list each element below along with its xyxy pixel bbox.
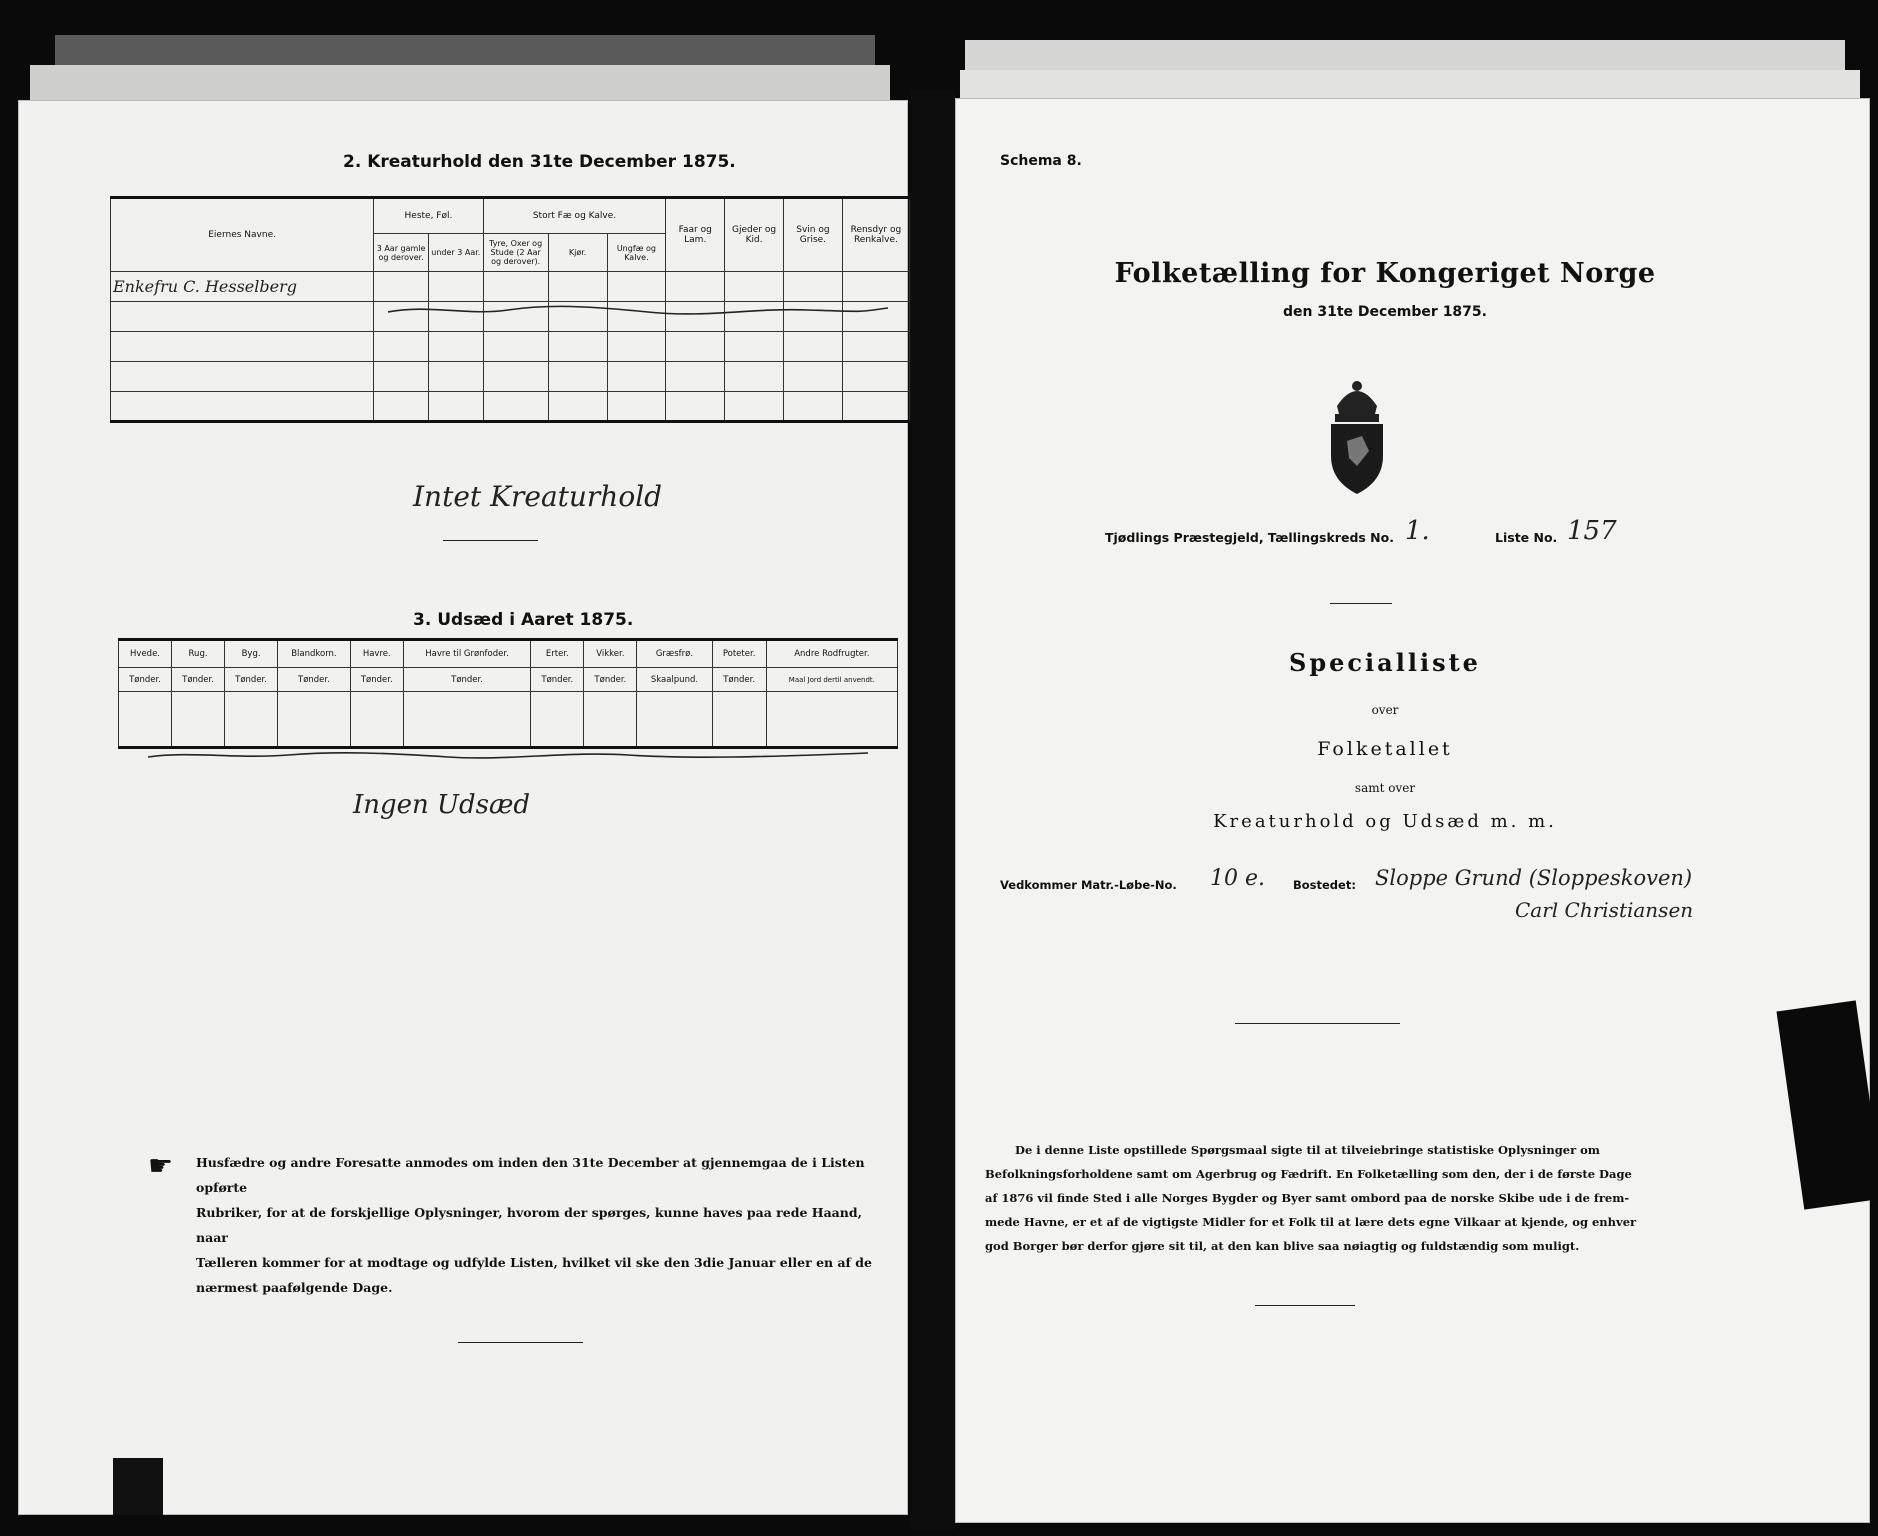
dash-stroke-livestock — [388, 300, 888, 320]
sub-ungfae: Ungfæ og Kalve. — [607, 234, 666, 272]
owner-header: Eiernes Navne. — [111, 198, 374, 272]
group-rensdyr: Rensdyr og Renkalve. — [842, 198, 909, 272]
bosted-value: Sloppe Grund (Sloppeskoven) — [1375, 866, 1693, 890]
note-intet-kreaturhold: Intet Kreaturhold — [413, 480, 663, 513]
rule-r2 — [1235, 1023, 1400, 1024]
main-title: Folketælling for Kongeriget Norge — [1114, 258, 1656, 289]
seed-u-1: Tønder. — [172, 668, 225, 692]
seed-u-3: Tønder. — [278, 668, 351, 692]
pointing-hand-icon: ☛ — [148, 1149, 174, 1182]
footnote-line-2: Tælleren kommer for at modtage og udfylde Listen, hvilket vil ske den 3die Januar eller en af de — [196, 1255, 872, 1270]
section3-title: 3. Udsæd i Aaret 1875. — [413, 610, 634, 630]
owner-value: Enkefru C. Hesselberg — [111, 272, 374, 302]
sub-kjor: Kjør. — [548, 234, 607, 272]
seed-h-9: Poteter. — [712, 640, 766, 668]
rule-r3 — [1255, 1305, 1355, 1306]
seed-u-4: Tønder. — [350, 668, 403, 692]
sub-under3: under 3 Aar. — [428, 234, 483, 272]
seed-h-10: Andre Rodfrugter. — [766, 640, 897, 668]
seed-u-8: Skaalpund. — [637, 668, 712, 692]
note-ingen-udsaed: Ingen Udsæd — [353, 790, 531, 820]
section2-title: 2. Kreaturhold den 31te December 1875. — [343, 152, 736, 172]
info-line-1: Befolkningsforholdene samt om Agerbrug og Fædrift. En Folketælling som den, der i de første Dage — [985, 1167, 1632, 1181]
coat-of-arms-icon — [1317, 366, 1397, 496]
schema-label: Schema 8. — [1000, 153, 1082, 169]
rule-1 — [443, 540, 538, 541]
right-page — [955, 98, 1870, 1523]
group-faar: Faar og Lam. — [666, 198, 725, 272]
matr-value: 10 e. — [1210, 866, 1265, 891]
census-date: den 31te December 1875. — [1283, 304, 1487, 320]
footnote-line-1: Rubriker, for at de forskjellige Oplysninger, hvorom der spørges, kunne haves paa rede Haand, naar — [196, 1205, 862, 1245]
seed-u-6: Tønder. — [531, 668, 584, 692]
seed-u-9: Tønder. — [712, 668, 766, 692]
seed-u-2: Tønder. — [225, 668, 278, 692]
left-page — [18, 100, 908, 1515]
info-paragraph — [985, 1138, 1820, 1258]
seed-h-2: Byg. — [225, 640, 278, 668]
specialliste-heading: Specialliste — [1289, 648, 1481, 677]
liste-label: Liste No. — [1495, 530, 1558, 545]
footnote-line-0: Husfædre og andre Foresatte anmodes om inden den 31te December at gjennemgaa de i Listen opførte — [196, 1155, 865, 1195]
over-1: over — [1371, 703, 1399, 717]
seed-h-1: Rug. — [172, 640, 225, 668]
seed-h-3: Blandkorn. — [278, 640, 351, 668]
info-line-3: mede Havne, er et af de vigtigste Midler for et Folk til at lære dets egne Vilkaar at kjende, og enhver — [985, 1215, 1637, 1229]
group-svin: Svin og Grise. — [783, 198, 842, 272]
info-line-2: af 1876 vil finde Sted i alle Norges Bygder og Byer samt ombord paa de norske Skibe ude i de frem- — [985, 1191, 1630, 1205]
info-line-0: De i denne Liste opstillede Spørgsmaal sigte til at tilveiebringe statistiske Oplysninger om — [1015, 1143, 1600, 1157]
seed-u-0: Tønder. — [119, 668, 172, 692]
prestegjeld-label: Tjødlings Præstegjeld, Tællingskreds No. — [1105, 530, 1394, 545]
bosted-label: Bostedet: — [1293, 878, 1356, 892]
seed-u-10: Maal Jord dertil anvendt. — [766, 668, 897, 692]
info-line-4: god Borger bør derfor gjøre sit til, at den kan blive saa nøiagtig og fuldstændig som muligt. — [985, 1239, 1580, 1253]
matr-label: Vedkommer Matr.-Løbe-No. — [1000, 878, 1177, 892]
seed-h-0: Hvede. — [119, 640, 172, 668]
rule-bottom-left — [458, 1342, 583, 1343]
seed-h-7: Vikker. — [584, 640, 637, 668]
dash-stroke-seed — [148, 745, 868, 765]
kreaturhold-heading: Kreaturhold og Udsæd m. m. — [1213, 811, 1557, 832]
group-stort-fae: Stort Fæ og Kalve. — [483, 198, 666, 234]
footnote-line-3: nærmest paafølgende Dage. — [196, 1280, 393, 1295]
samt-over: samt over — [1354, 781, 1416, 795]
seed-table — [118, 638, 898, 749]
rule-r1 — [1330, 603, 1392, 604]
seed-u-7: Tønder. — [584, 668, 637, 692]
sub-tyre: Tyre, Oxer og Stude (2 Aar og derover). — [483, 234, 548, 272]
seed-h-6: Erter. — [531, 640, 584, 668]
sub-3aar: 3 Aar gamle og derover. — [374, 234, 429, 272]
group-gjeder: Gjeder og Kid. — [725, 198, 784, 272]
group-heste: Heste, Føl. — [374, 198, 483, 234]
binding-gutter — [910, 90, 955, 1530]
seed-h-5: Havre til Grønfoder. — [403, 640, 531, 668]
bosted-value-2: Carl Christiansen — [1515, 898, 1694, 922]
kreds-no: 1. — [1405, 516, 1430, 546]
seed-h-4: Havre. — [350, 640, 403, 668]
liste-no: 157 — [1567, 516, 1617, 546]
seed-u-5: Tønder. — [403, 668, 531, 692]
corner-tab — [113, 1458, 163, 1515]
seed-h-8: Græsfrø. — [637, 640, 712, 668]
folketallet-heading: Folketallet — [1317, 738, 1453, 760]
footnote — [196, 1150, 876, 1300]
